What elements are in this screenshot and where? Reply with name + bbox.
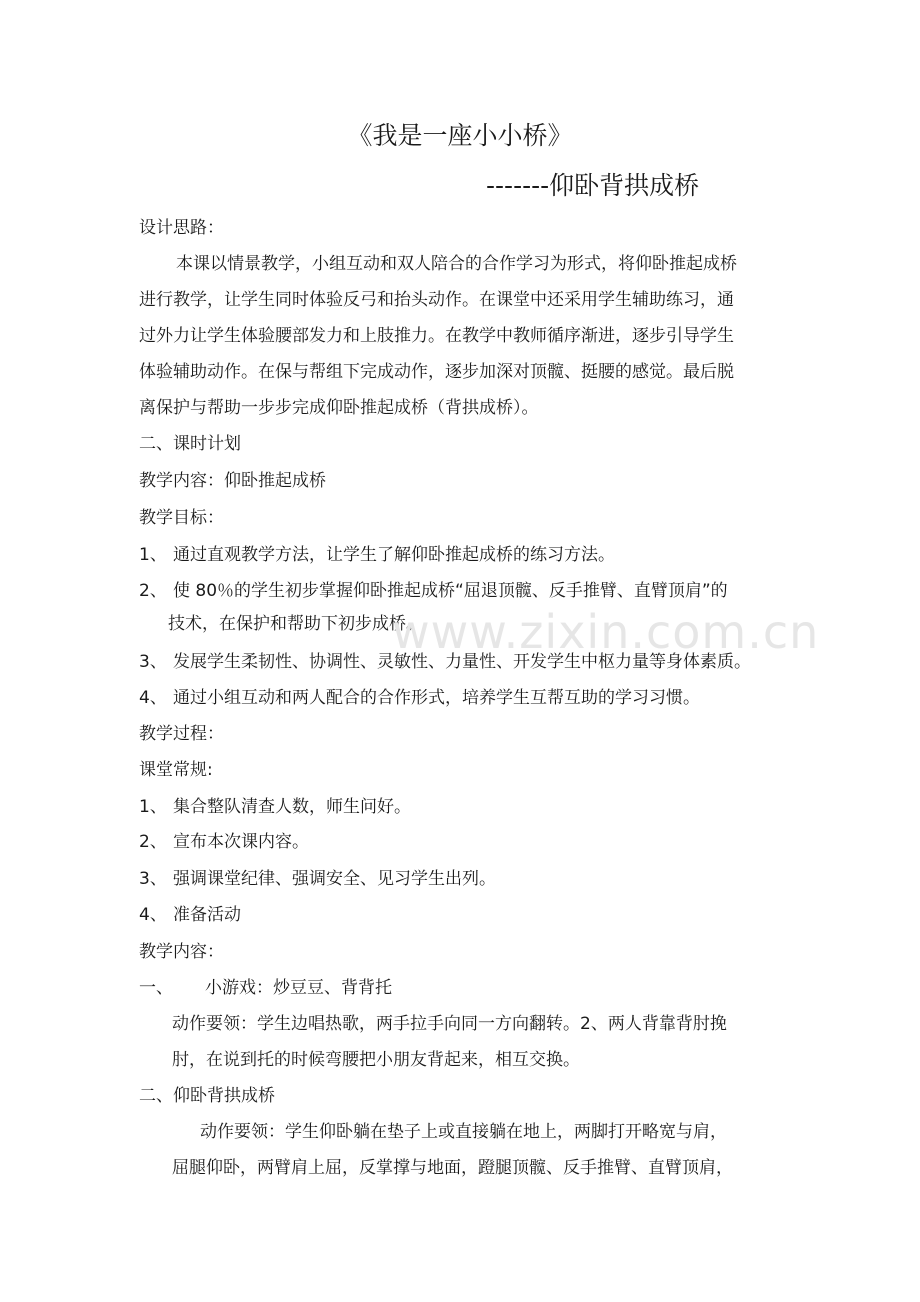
routine-number: 2、	[139, 832, 167, 852]
content-heading: 教学内容：	[139, 942, 224, 962]
part1-number: 一、	[139, 978, 173, 998]
goal-item	[139, 650, 751, 674]
routine-item	[139, 795, 411, 819]
goal-number: 3、	[139, 652, 167, 672]
document-title: 《我是一座小小桥》	[347, 121, 573, 150]
content-line: 教学内容：仰卧推起成桥	[139, 471, 326, 491]
routine-number: 1、	[139, 797, 167, 817]
routine-text: 集合整队清查人数，师生问好。	[173, 797, 411, 817]
routine-number: 4、	[139, 905, 167, 925]
watermark: www.zixin.com.cn	[392, 605, 820, 659]
goal-text-continued: 技术，在保护和帮助下初步成桥。	[168, 614, 423, 634]
part2-line: 屈腿仰卧，两臂肩上屈，反掌撑与地面，蹬腿顶髋、反手推臂、直臂顶肩，	[172, 1158, 733, 1178]
goal-item	[139, 543, 615, 567]
goal-number: 4、	[139, 688, 167, 708]
routine-text: 强调课堂纪律、强调安全、见习学生出列。	[173, 869, 496, 889]
design-line: 离保护与帮助一步步完成仰卧推起成桥（背拱成桥）。	[139, 398, 539, 418]
routine-text: 宣布本次课内容。	[173, 832, 309, 852]
design-line: 本课以情景教学，小组互动和双人陪合的合作学习为形式，将仰卧推起成桥	[176, 254, 737, 274]
design-line: 过外力让学生体验腰部发力和上肢推力。在教学中教师循序渐进，逐步引导学生	[139, 326, 734, 346]
goal-text: 通过小组互动和两人配合的合作形式，培养学生互帮互助的学习习惯。	[173, 688, 700, 708]
part1-line: 肘，在说到托的时候弯腰把小朋友背起来，相互交换。	[172, 1050, 580, 1070]
part2-title: 二、仰卧背拱成桥	[139, 1086, 275, 1106]
routine-heading: 课堂常规:	[139, 760, 213, 780]
part2-line: 动作要领：学生仰卧躺在垫子上或直接躺在地上，两脚打开略宽与肩，	[200, 1122, 727, 1142]
routine-item	[139, 903, 241, 927]
routine-item	[139, 830, 309, 854]
goal-text: 使 80％的学生初步掌握仰卧推起成桥“屈退顶髋、反手推臂、直臂顶肩”的	[173, 581, 728, 601]
goal-number: 2、	[139, 581, 167, 601]
goal-text: 发展学生柔韧性、协调性、灵敏性、力量性、开发学生中枢力量等身体素质。	[173, 652, 751, 672]
routine-item	[139, 867, 496, 891]
part1-line: 动作要领：学生边唱热歌，两手拉手向同一方向翻转。2、两人背靠背肘挽	[172, 1014, 727, 1034]
goal-item	[139, 579, 728, 603]
design-line: 体验辅助动作。在保与帮组下完成动作，逐步加深对顶髋、挺腰的感觉。最后脱	[139, 362, 734, 382]
goal-item	[139, 686, 700, 710]
design-line: 进行教学，让学生同时体验反弓和抬头动作。在课堂中还采用学生辅助练习，通	[139, 290, 734, 310]
routine-number: 3、	[139, 869, 167, 889]
routine-text: 准备活动	[173, 905, 241, 925]
design-heading: 设计思路：	[139, 218, 224, 238]
part1-header	[139, 976, 392, 1000]
part1-title: 小游戏：炒豆豆、背背托	[205, 978, 392, 998]
goal-text: 通过直观教学方法，让学生了解仰卧推起成桥的练习方法。	[173, 545, 615, 565]
goal-number: 1、	[139, 545, 167, 565]
process-heading: 教学过程：	[139, 724, 224, 744]
document-subtitle: -------仰卧背拱成桥	[486, 171, 700, 200]
goals-heading: 教学目标：	[139, 508, 224, 528]
plan-heading: 二、课时计划	[139, 434, 241, 454]
